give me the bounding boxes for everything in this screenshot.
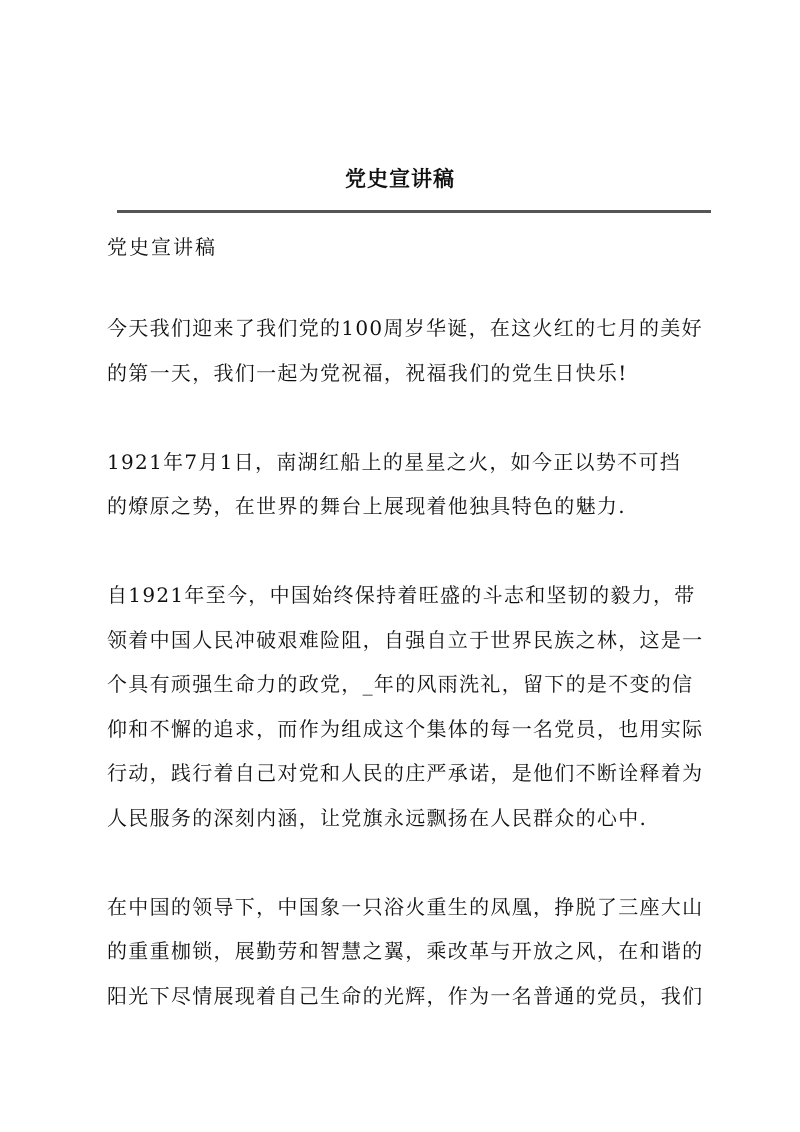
document-subtitle: 党史宣讲稿 xyxy=(107,235,217,259)
paragraph-1: 今天我们迎来了我们党的100周岁华诞，在这火红的七月的美好 的第一天，我们一起为党祝福，祝福我们的党生日快乐! xyxy=(107,316,703,385)
paragraph-3: 自1921年至今，中国始终保持着旺盛的斗志和坚韧的毅力，带 领着中国人民冲破艰难险阻，自强自立于世界民族之林，这是一 个具有顽强生命力的政党，_年的风雨洗礼，留下的是不变的信 仰和不懈的追求，而作为组成这个集体的每一名党员，也用实际 行动，践行着自己对党和人民的庄严承诺，是他们不断诠释着为 人民服务的深刻内涵，让党旗永远飘扬在人民群众的心中. xyxy=(107,583,704,830)
paragraph-4: 在中国的领导下，中国象一只浴火重生的凤凰，挣脱了三座大山 的重重枷锁，展勤劳和智慧之翼，乘改革与开放之风，在和谐的 阳光下尽情展现着自己生命的光辉，作为一名普通的党员，我们 xyxy=(107,894,704,1008)
document-body xyxy=(107,306,723,1063)
paragraph-2: 1921年7月1日，南湖红船上的星星之火，如今正以势不可挡 的燎原之势，在世界的舞台上展现着他独具特色的魅力. xyxy=(107,449,682,518)
document-title: 党史宣讲稿 xyxy=(345,166,455,191)
title-divider xyxy=(117,210,711,213)
